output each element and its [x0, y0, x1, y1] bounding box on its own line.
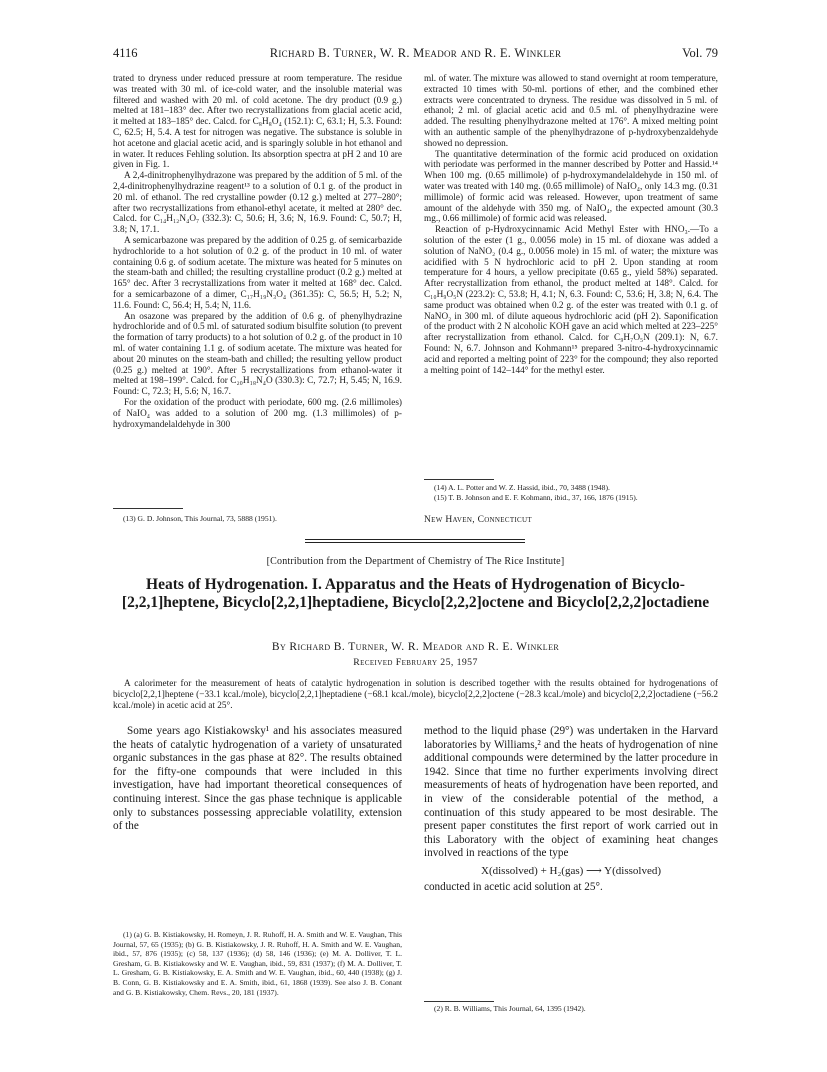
received-date: Received February 25, 1957 — [353, 657, 478, 668]
abstract: A calorimeter for the measurement of heats of catalytic hydrogenation in solution is described together with the results obtained for hydrogenations of bicyclo[2,2,1]heptene (−33.1 kcal./mole), bicyclo[2,2,1]heptadiene (−68.1 kcal./mole), bicyclo[2,2,2]octene (−28.3 kcal./mole) and bicyclo[2,2,2]octadiene (−56.2 kcal./mole) in acetic acid at 25°. — [113, 679, 718, 711]
footnote-rule — [424, 1001, 494, 1002]
footnote-2 — [424, 1004, 718, 1014]
paragraph: trated to dryness under reduced pressure at room temperature. The residue was treated with 30 ml. of ice-cold water, and the insoluble material was filtered and washed with 20 ml. of cold acetone. The dry product (0.9 g.) melted at 181–183° dec. After two recrystallizations from glacial acetic acid, it melted at 183–185° dec. Calcd. for C₈H₈O₄ (152.1): C, 63.1; H, 5.3. Found: C, 62.5; H, 5.4. A test for nitrogen was negative. The substance is soluble in hot acetone and glacial acetic acid, and is sparingly soluble in hot ethanol and in water. It reduces Fehling solution. Its absorption spectra at pH 2 and 10 are given in Fig. 1. — [113, 74, 402, 171]
paragraph: Reaction of p-Hydroxycinnamic Acid Methyl Ester with HNO₃.—To a solution of the ester (1 g., 0.0056 mole) in 15 ml. of dioxane was added a solution of NaNO₂ (0.4 g., 0.0056 mole) in 15 ml. of water; the mixture was acidified with 5 N hydrochloric acid to pH 2. Upon standing at room temperature for 4 hours, a yellow precipitate (0.65 g., yield 58%) separated. After recrystallization from ethanol, the product melted at 148°. Calcd. for C₁₀H₉O₅N (223.2): C, 53.8; H, 4.1; N, 6.3. Found: C, 53.6; H, 3.8; N, 6.4. The same product was obtained when 0.2 g. of the ester was treated with 0.1 g. of NaNO₂ in 300 ml. of dilute aqueous hydrochloric acid (pH 2). Saponification of the product with 2 N alcoholic KOH gave an acid which melted at 223–225° after recrystallization from ethanol. Calcd. for C₉H₇O₅N (209.1): N, 6.7. Found: N, 6.7. Johnson and Kohmann¹⁵ prepared 3-nitro-4-hydroxycinnamic acid and reported a melting point of 223° for the compound; they also reported a melting point of 142–144° for the methyl ester. — [424, 225, 718, 376]
paragraph: method to the liquid phase (29°) was undertaken in the Harvard laboratories by Williams,² and the heats of hydrogenation of nine additional compounds were determined by the latter procedure in 1942. Since that time no further experiments involving direct measurements of heats of hydrogenation have been reported, and in view of the considerable potential of the method, a continuation of this study appeared to be most desirable. The present paper constitutes the first report of work carried out in this Laboratory with the object of examining heat changes involved in reactions of the type — [424, 725, 718, 860]
paragraph: For the oxidation of the product with periodate, 600 mg. (2.6 millimoles) of NaIO₄ was added to a solution of 200 mg. (1.3 millimoles) of p-hydroxymandelaldehyde in 300 — [113, 397, 402, 430]
left-column-experimental — [113, 74, 402, 430]
footnotes-14-15 — [424, 483, 718, 502]
body-right-column — [424, 725, 718, 894]
footnote-13 — [113, 514, 402, 524]
footnote-rule — [113, 508, 183, 509]
footnote-text: (1) (a) G. B. Kistiakowsky, H. Romeyn, J. R. Ruhoff, H. A. Smith and W. E. Vaughan, This Journal, 57, 65 (1935); (b) G. B. Kistiakowsky, J. R. Ruhoff, H. A. Smith and W. E. Vaughan, ibid., 57, 876 (1935); (c) 58, 137 (1936); (d) 58, 146 (1936); (e) M. A. Dolliver, T. L. Gresham, G. B. Kistiakowsky and W. E. Vaughan, ibid., 59, 831 (1937); (f) M. A. Dolliver, T. L. Gresham, G. B. Kistiakowsky, E. A. Smith and W. E. Vaughan, ibid., 60, 440 (1938); (g) J. B. Conn, G. B. Kistiakowsky and E. A. Smith, ibid., 61, 1868 (1939). See also J. B. Conant and G. B. Kistiakowsky, Chem. Revs., 20, 181 (1937). — [113, 930, 402, 997]
contribution-line: [Contribution from the Department of Chemistry of The Rice Institute] — [266, 556, 565, 567]
section-separator — [305, 542, 525, 543]
footnote-text: (13) G. D. Johnson, This Journal, 73, 5888 (1951). — [123, 514, 277, 523]
right-column-experimental — [424, 74, 718, 376]
reaction-equation: X(dissolved) + H₂(gas) ⟶ Y(dissolved) — [481, 864, 661, 877]
byline: By Richard B. Turner, W. R. Meador and R. E. Winkler — [271, 641, 560, 653]
paragraph: conducted in acetic acid solution at 25°. — [424, 880, 603, 893]
paragraph: A 2,4-dinitrophenylhydrazone was prepared by the addition of 5 ml. of the 2,4-dinitrophenylhydrazine reagent¹³ to a solution of 0.1 g. of the product in 20 ml. of ethanol. The red crystalline powder (0.12 g.) melted at 277–280°; after two recrystallizations from ethanol-ethyl acetate, it melted at 280° dec. Calcd. for C₁₄H₁₂N₄O₇ (332.3): C, 50.6; H, 3.6; N, 16.9. Found: C, 50.7; H, 3.8; N, 17.1. — [113, 171, 402, 236]
header-authors: Richard B. Turner, W. R. Meador and R. E. Winkler — [269, 46, 562, 60]
footnote-text: (14) A. L. Potter and W. Z. Hassid, ibid., 70, 3488 (1948). — [434, 483, 610, 492]
location-signature: New Haven, Connecticut — [424, 515, 532, 525]
paragraph: A semicarbazone was prepared by the addition of 0.25 g. of semicarbazide hydrochloride to a hot solution of 0.2 g. of the product in 10 ml. of water containing 0.6 g. of sodium acetate. The mixture was heated for 5 minutes on the steam-bath and chilled; the resulting crystalline product (0.2 g.) melted at 165° dec. After 3 recrystallizations from water it melted at 168° dec. Calcd. for a semicarbazone of a dimer, C₁₇H₁₉N₃O₄ (361.35): C, 56.5; H, 5.2; N, 11.6. Found: C, 56.4; H, 5.4; N, 11.6. — [113, 235, 402, 311]
volume-label: Vol. 79 — [682, 46, 718, 60]
page-number: 4116 — [113, 46, 138, 60]
paragraph: ml. of water. The mixture was allowed to stand overnight at room temperature, extracted 10 times with 50-ml. portions of ether, and the combined ether extracts were concentrated to dryness. The residue was dissolved in 5 ml. of ethanol; 2 ml. of glacial acetic acid and 0.5 ml. of phenylhydrazine were added. The resulting phenylhydrazone melted at 176°. A mixed melting point with an authentic sample of the phenylhydrazone of p-hydroxybenzaldehyde showed no depression. — [424, 74, 718, 149]
section-separator — [305, 539, 525, 540]
article-title: Heats of Hydrogenation. I. Apparatus and the Heats of Hydrogenation of Bicyclo-[2,2,1]heptene, Bicyclo[2,2,1]heptadiene, Bicyclo[2,2,2]octene and Bicyclo[2,2,2]octadiene — [121, 576, 710, 611]
paragraph: The quantitative determination of the formic acid produced on oxidation with periodate was performed in the manner described by Potter and Hassid.¹⁴ When 100 mg. (0.65 millimole) of p-hydroxymandelaldehyde in 150 ml. of water was treated with 140 mg. (0.65 millimole) of NaIO₄, only 14.3 mg. (0.31 millimole) of formic acid was released. However, upon treatment of same amount of the aldehyde with 350 mg. of NaIO₄, the expected amount (30.3 mg., 0.66 millimole) of formic acid was released. — [424, 149, 718, 225]
footnote-1 — [113, 930, 402, 997]
paragraph: Some years ago Kistiakowsky¹ and his associates measured the heats of catalytic hydrogenation of a variety of unsaturated organic substances in the gas phase at 82°. The results obtained for the fifty-one compounds that were included in this investigation, have had important theoretical consequences of continuing interest. Since the gas phase technique is applicable only to substances possessing appreciable volatility, extension of the — [113, 725, 402, 833]
footnote-text: (2) R. B. Williams, This Journal, 64, 1395 (1942). — [434, 1004, 586, 1013]
footnote-text: (15) T. B. Johnson and E. F. Kohmann, ibid., 37, 166, 1876 (1915). — [434, 492, 638, 502]
footnote-rule — [424, 479, 494, 480]
running-header — [113, 46, 718, 64]
body-left-column — [113, 725, 402, 834]
paragraph: An osazone was prepared by the addition of 0.6 g. of phenylhydrazine hydrochloride and of 0.5 ml. of saturated sodium bisulfite solution (to prevent the formation of tarry products) to a hot solution of 0.2 g. of the product in 10 ml. of water containing 1.1 g. of sodium acetate. The mixture was heated for about 20 minutes on the steam-bath and chilled; the resulting yellow product (0.25 g.) melted at 190°. After 5 recrystallizations from ethanol-water it melted at 198–199°. Calcd. for C₂₀H₁₈N₄O (330.3): C, 72.7; H, 5.45; N, 16.9. Found: C, 72.3; H, 5.6; N, 16.7. — [113, 311, 402, 398]
